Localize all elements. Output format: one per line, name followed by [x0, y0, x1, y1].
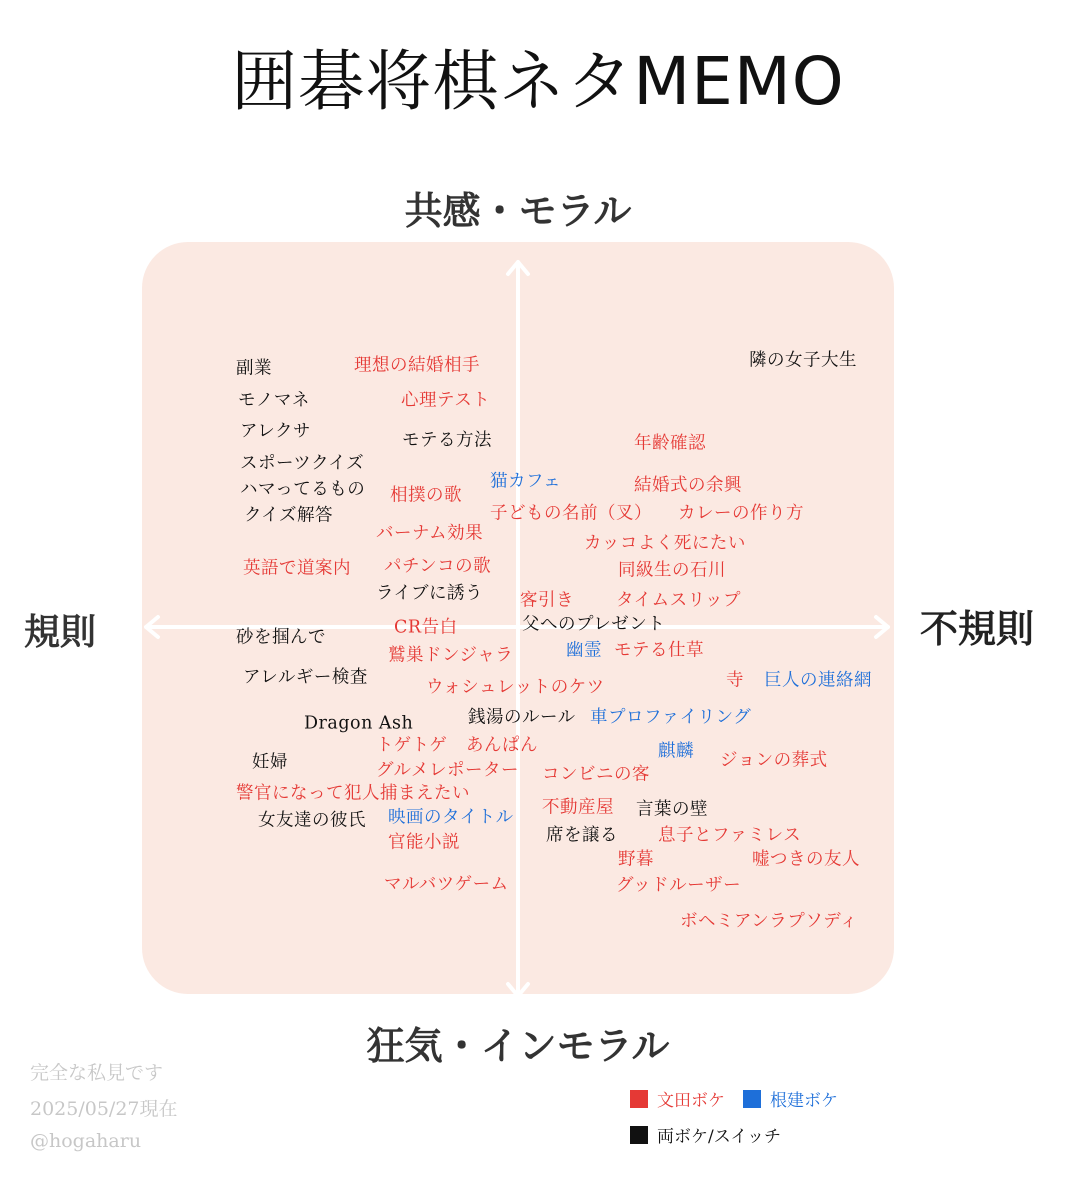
item-label: 嘘つきの友人: [752, 849, 860, 870]
item-label: ライブに誘う: [376, 583, 483, 604]
item-label: ウォシュレットのケツ: [426, 677, 605, 698]
item-label: 巨人の連絡網: [764, 670, 872, 691]
item-label: グルメレポーター: [376, 760, 519, 781]
axis-label-bottom: 狂気・インモラル: [366, 1024, 670, 1068]
item-label: 同級生の石川: [618, 560, 726, 581]
note-handle: @hogaharu: [30, 1130, 142, 1152]
legend-item-black: [630, 1122, 781, 1147]
legend-row-1: [630, 1086, 838, 1111]
item-label: 理想の結婚相手: [354, 355, 480, 376]
item-label: Dragon Ash: [304, 713, 414, 734]
item-label: 寺: [726, 670, 744, 691]
blue-swatch-icon: [743, 1090, 761, 1108]
item-label: タイムスリップ: [616, 590, 741, 611]
item-label: グッドルーザー: [616, 875, 742, 896]
item-label: ジョンの葬式: [720, 750, 828, 771]
item-label: 砂を掴んで: [236, 627, 326, 648]
item-label: アレクサ: [240, 421, 311, 442]
legend-label-red: 文田ボケ: [657, 1091, 725, 1111]
item-label: クイズ解答: [244, 505, 333, 526]
item-label: 副業: [236, 358, 272, 379]
item-label: 父へのプレゼント: [522, 614, 666, 635]
item-label: 年齢確認: [634, 433, 706, 454]
item-label: 女友達の彼氏: [258, 810, 366, 831]
item-label: バーナム効果: [376, 523, 484, 544]
item-label: 妊婦: [252, 752, 288, 773]
note-date: 2025/05/27現在: [30, 1098, 178, 1120]
item-label: CR告白: [394, 617, 458, 638]
axis-label-right: 不規則: [920, 607, 1035, 651]
item-label: あんぱん: [466, 735, 538, 756]
legend-label-black: 両ボケ/スイッチ: [657, 1127, 782, 1147]
item-label: カッコよく死にたい: [584, 533, 746, 554]
item-label: マルバツゲーム: [384, 874, 509, 895]
axis-label-top: 共感・モラル: [404, 189, 632, 233]
item-label: ボヘミアンラプソディ: [680, 911, 858, 932]
note-disclaimer: 完全な私見です: [30, 1062, 164, 1084]
item-label: パチンコの歌: [384, 556, 492, 577]
item-label: 言葉の壁: [636, 799, 708, 820]
item-label: 映画のタイトル: [388, 807, 514, 828]
black-swatch-icon: [630, 1126, 648, 1144]
item-label: 子どもの名前（叉）: [490, 503, 652, 524]
item-label: 英語で道案内: [243, 558, 351, 579]
item-label: 相撲の歌: [390, 485, 462, 506]
item-label: コンビニの客: [542, 764, 650, 785]
legend-row-2: [630, 1122, 781, 1147]
item-label: スポーツクイズ: [240, 453, 365, 474]
legend-item-red: [630, 1086, 725, 1111]
item-label: 鷲巣ドンジャラ: [388, 645, 514, 666]
item-label: 野暮: [618, 849, 654, 870]
item-label: 席を譲る: [546, 825, 618, 846]
item-label: 心理テスト: [401, 390, 491, 411]
item-label: モテる方法: [402, 430, 492, 451]
item-label: モノマネ: [238, 390, 310, 411]
item-label: 猫カフェ: [490, 471, 562, 492]
item-label: 車プロファイリング: [590, 707, 752, 728]
item-label: 結婚式の余興: [634, 475, 742, 496]
item-label: アレルギー検査: [243, 667, 368, 688]
item-label: 銭湯のルール: [468, 707, 576, 728]
item-label: 麒麟: [658, 741, 694, 762]
item-label: モテる仕草: [614, 640, 704, 661]
legend-label-blue: 根建ボケ: [770, 1091, 838, 1111]
item-label: 客引き: [520, 590, 574, 611]
item-label: トゲトゲ: [376, 735, 448, 756]
item-label: 息子とファミレス: [658, 825, 802, 846]
legend-item-blue: [743, 1086, 838, 1111]
item-label: カレーの作り方: [678, 503, 804, 524]
item-label: 警官になって犯人捕まえたい: [236, 783, 470, 804]
red-swatch-icon: [630, 1090, 648, 1108]
item-label: 不動産屋: [542, 797, 614, 818]
page-title: 囲碁将棋ネタMEMO: [231, 43, 845, 120]
item-label: 隣の女子大生: [749, 350, 857, 371]
axis-label-left: 規則: [24, 612, 97, 653]
item-label: ハマってるもの: [240, 479, 366, 500]
item-label: 官能小説: [388, 832, 460, 853]
item-label: 幽霊: [566, 640, 602, 661]
